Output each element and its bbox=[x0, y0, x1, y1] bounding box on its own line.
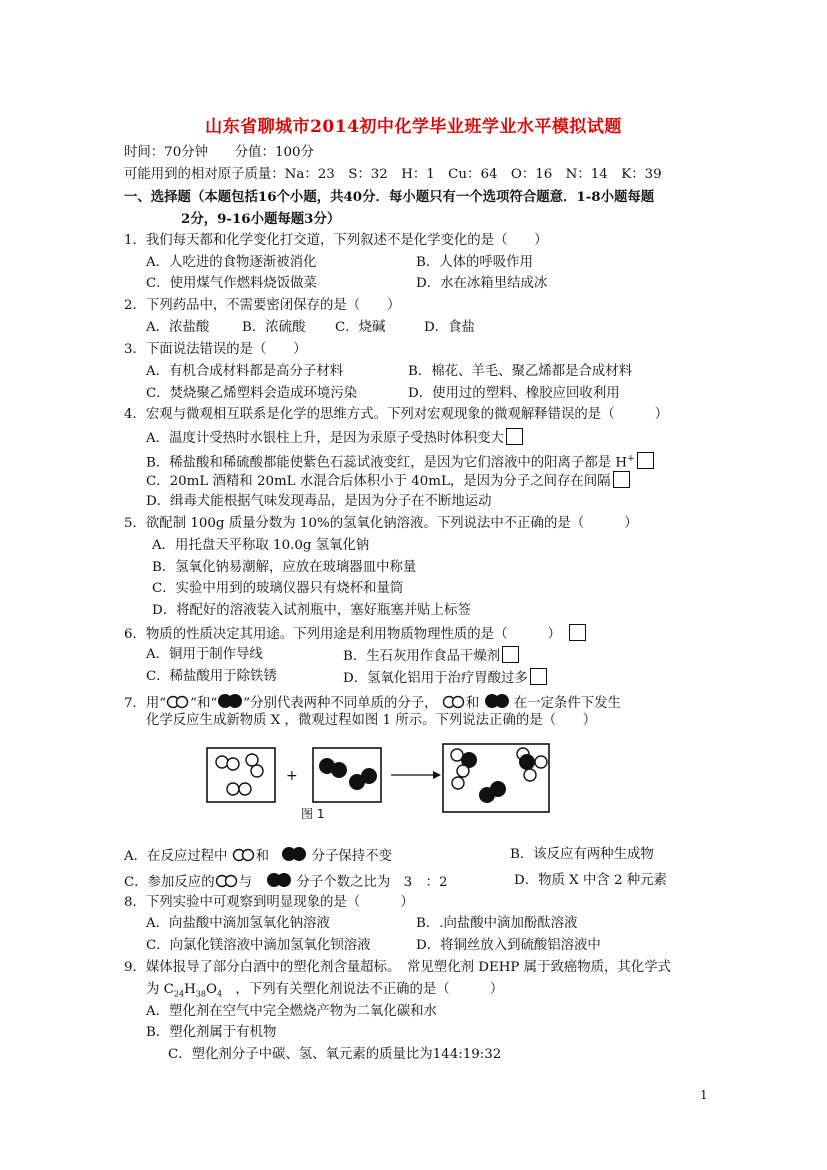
q2-option-b: B．浓硫酸 bbox=[242, 320, 306, 335]
q7-option-a: A．在反应过程中 和 分子保持不变 bbox=[124, 846, 392, 866]
q2-option-a: A．浓盐酸 bbox=[146, 320, 210, 335]
q1-option-a: A．人吃进的食物逐渐被消化 bbox=[146, 255, 317, 270]
black-molecule-icon bbox=[266, 872, 292, 888]
q6-option-b: B．生石灰用作食品干燥剂 bbox=[343, 646, 519, 666]
q9-option-a: A．塑化剂在空气中完全燃烧产物为二氧化碳和水 bbox=[146, 1004, 437, 1019]
q6-option-d: D．氢氧化铝用于治疗胃酸过多 bbox=[343, 668, 547, 688]
q5-option-c: C．实验中用到的玻璃仪器只有烧杯和量筒 bbox=[152, 581, 404, 596]
q4-option-b: B．稀盐酸和稀硫酸都能使紫色石蕊试液变红，是因为它们溶液中的阳离子都是 H+ bbox=[146, 450, 654, 472]
q3-option-b: B．棉花、羊毛、聚乙烯都是合成材料 bbox=[408, 364, 633, 379]
q5-option-b: B．氢氧化钠易潮解，应放在玻璃器皿中称量 bbox=[152, 560, 417, 575]
question-1-stem: 1．我们每天都和化学变化打交道，下列叙述不是化学变化的是（ ） bbox=[124, 233, 548, 248]
answer-box bbox=[569, 624, 586, 641]
q9-option-c: C．塑化剂分子中碳、氢、氧元素的质量比为144:19:32 bbox=[168, 1047, 502, 1062]
black-molecule-icon bbox=[281, 846, 307, 862]
section-heading: 一、选择题（本题包括16个小题，共40分．每小题只有一个选项符合题意．1-8小题每题 bbox=[124, 189, 655, 205]
black-molecule-icon bbox=[484, 693, 510, 709]
reaction-figure bbox=[205, 738, 560, 824]
q8-option-b: B．.向盐酸中滴加酚酞溶液 bbox=[416, 916, 578, 931]
q3-option-c: C．焚烧聚乙烯塑料会造成环境污染 bbox=[146, 386, 358, 401]
white-molecule-icon bbox=[232, 848, 256, 862]
page-number: 1 bbox=[700, 1088, 708, 1102]
q2-option-c: C．烧碱 bbox=[335, 320, 386, 335]
question-3-stem: 3．下面说法错误的是（ ） bbox=[124, 342, 307, 357]
q1-option-c: C．使用煤气作燃料烧饭做菜 bbox=[146, 276, 317, 291]
q9-option-b: B．塑化剂属于有机物 bbox=[146, 1025, 277, 1040]
answer-box bbox=[613, 471, 630, 488]
q7-option-b: B．该反应有两种生成物 bbox=[510, 847, 654, 862]
q3-option-d: D．使用过的塑料、橡胶应回收利用 bbox=[408, 386, 620, 401]
plus-sign: + bbox=[286, 768, 298, 784]
answer-box bbox=[530, 668, 547, 685]
q4-option-d: D．缉毒犬能根据气味发现毒品，是因为分子在不断地运动 bbox=[146, 494, 492, 509]
figure-label: 图 1 bbox=[301, 807, 325, 821]
atomic-mass-line: 可能用到的相对原子质量：Na：23 S：32 H：1 Cu：64 O：16 N：14 K：39 bbox=[124, 167, 662, 182]
question-4-stem: 4．宏观与微观相互联系是化学的思维方式。下列对宏观现象的微观解释错误的是（ ） bbox=[124, 407, 669, 422]
q5-option-d: D．将配好的溶液装入试剂瓶中，塞好瓶塞并贴上标签 bbox=[152, 603, 471, 618]
answer-box bbox=[502, 646, 519, 663]
q7-option-c: C．参加反应的 与 分子个数之比为 3 ：2 bbox=[124, 872, 447, 892]
question-9-formula-line: 为 $C_{24}H_{38}O_4$ ，下列有关塑化剂说法不正确的是（ ） bbox=[146, 982, 504, 999]
q1-option-b: B．人体的呼吸作用 bbox=[416, 255, 533, 270]
q4-option-c: C．20mL 酒精和 20mL 水混合后体积小于 40mL，是因为分子之间存在间隔 bbox=[146, 471, 630, 491]
question-9-stem: 9．媒体报导了部分白酒中的塑化剂含量超标。 常见塑化剂 DEHP 属于致癌物质，其化学式 bbox=[124, 960, 671, 975]
exam-time-score: 时间：70分钟 分值：100分 bbox=[124, 145, 314, 160]
white-molecule-icon bbox=[215, 874, 239, 888]
q2-option-d: D．食盐 bbox=[424, 320, 475, 335]
white-molecule-icon bbox=[442, 695, 466, 709]
question-2-stem: 2．下列药品中，不需要密闭保存的是（ ） bbox=[124, 298, 401, 313]
q5-option-a: A．用托盘天平称取 10.0g 氢氧化钠 bbox=[152, 538, 370, 553]
question-7-stem-cont: 化学反应生成新物质 X ，微观过程如图 1 所示。下列说法正确的是（ ） bbox=[146, 713, 597, 728]
question-7-stem: 7．用“ ”和“ ”分别代表两种不同单质的分子， 和 在一定条件下发生 bbox=[124, 693, 621, 713]
answer-box bbox=[637, 452, 654, 469]
page-title: 山东省聊城市2014初中化学毕业班学业水平模拟试题 bbox=[205, 117, 622, 137]
q1-option-d: D．水在冰箱里结成冰 bbox=[416, 276, 548, 291]
q6-option-a: A．铜用于制作导线 bbox=[146, 647, 263, 662]
question-5-stem: 5．欲配制 100g 质量分数为 10%的氢氧化钠溶液。下列说法中不正确的是（ ） bbox=[124, 516, 638, 531]
question-6-stem: 6．物质的性质决定其用途。下列用途是利用物质物理性质的是（ ） bbox=[124, 624, 586, 644]
white-molecule-icon bbox=[166, 695, 190, 709]
q8-option-a: A．向盐酸中滴加氢氧化钠溶液 bbox=[146, 916, 330, 931]
question-8-stem: 8．下列实验中可观察到明显现象的是（ ） bbox=[124, 895, 414, 910]
q3-option-a: A．有机合成材料都是高分子材料 bbox=[146, 364, 344, 379]
q6-option-c: C．稀盐酸用于除铁锈 bbox=[146, 669, 277, 684]
q7-option-d: D．物质 X 中含 2 种元素 bbox=[514, 873, 667, 888]
q8-option-d: D．将铜丝放入到硫酸铝溶液中 bbox=[416, 938, 601, 953]
black-molecule-icon bbox=[217, 693, 243, 709]
q8-option-c: C．向氯化镁溶液中滴加氢氧化钡溶液 bbox=[146, 938, 371, 953]
section-heading-cont: 2分，9-16小题每题3分） bbox=[181, 211, 341, 227]
answer-box bbox=[506, 428, 523, 445]
q4-option-a: A．温度计受热时水银柱上升，是因为汞原子受热时体积变大 bbox=[146, 428, 523, 448]
